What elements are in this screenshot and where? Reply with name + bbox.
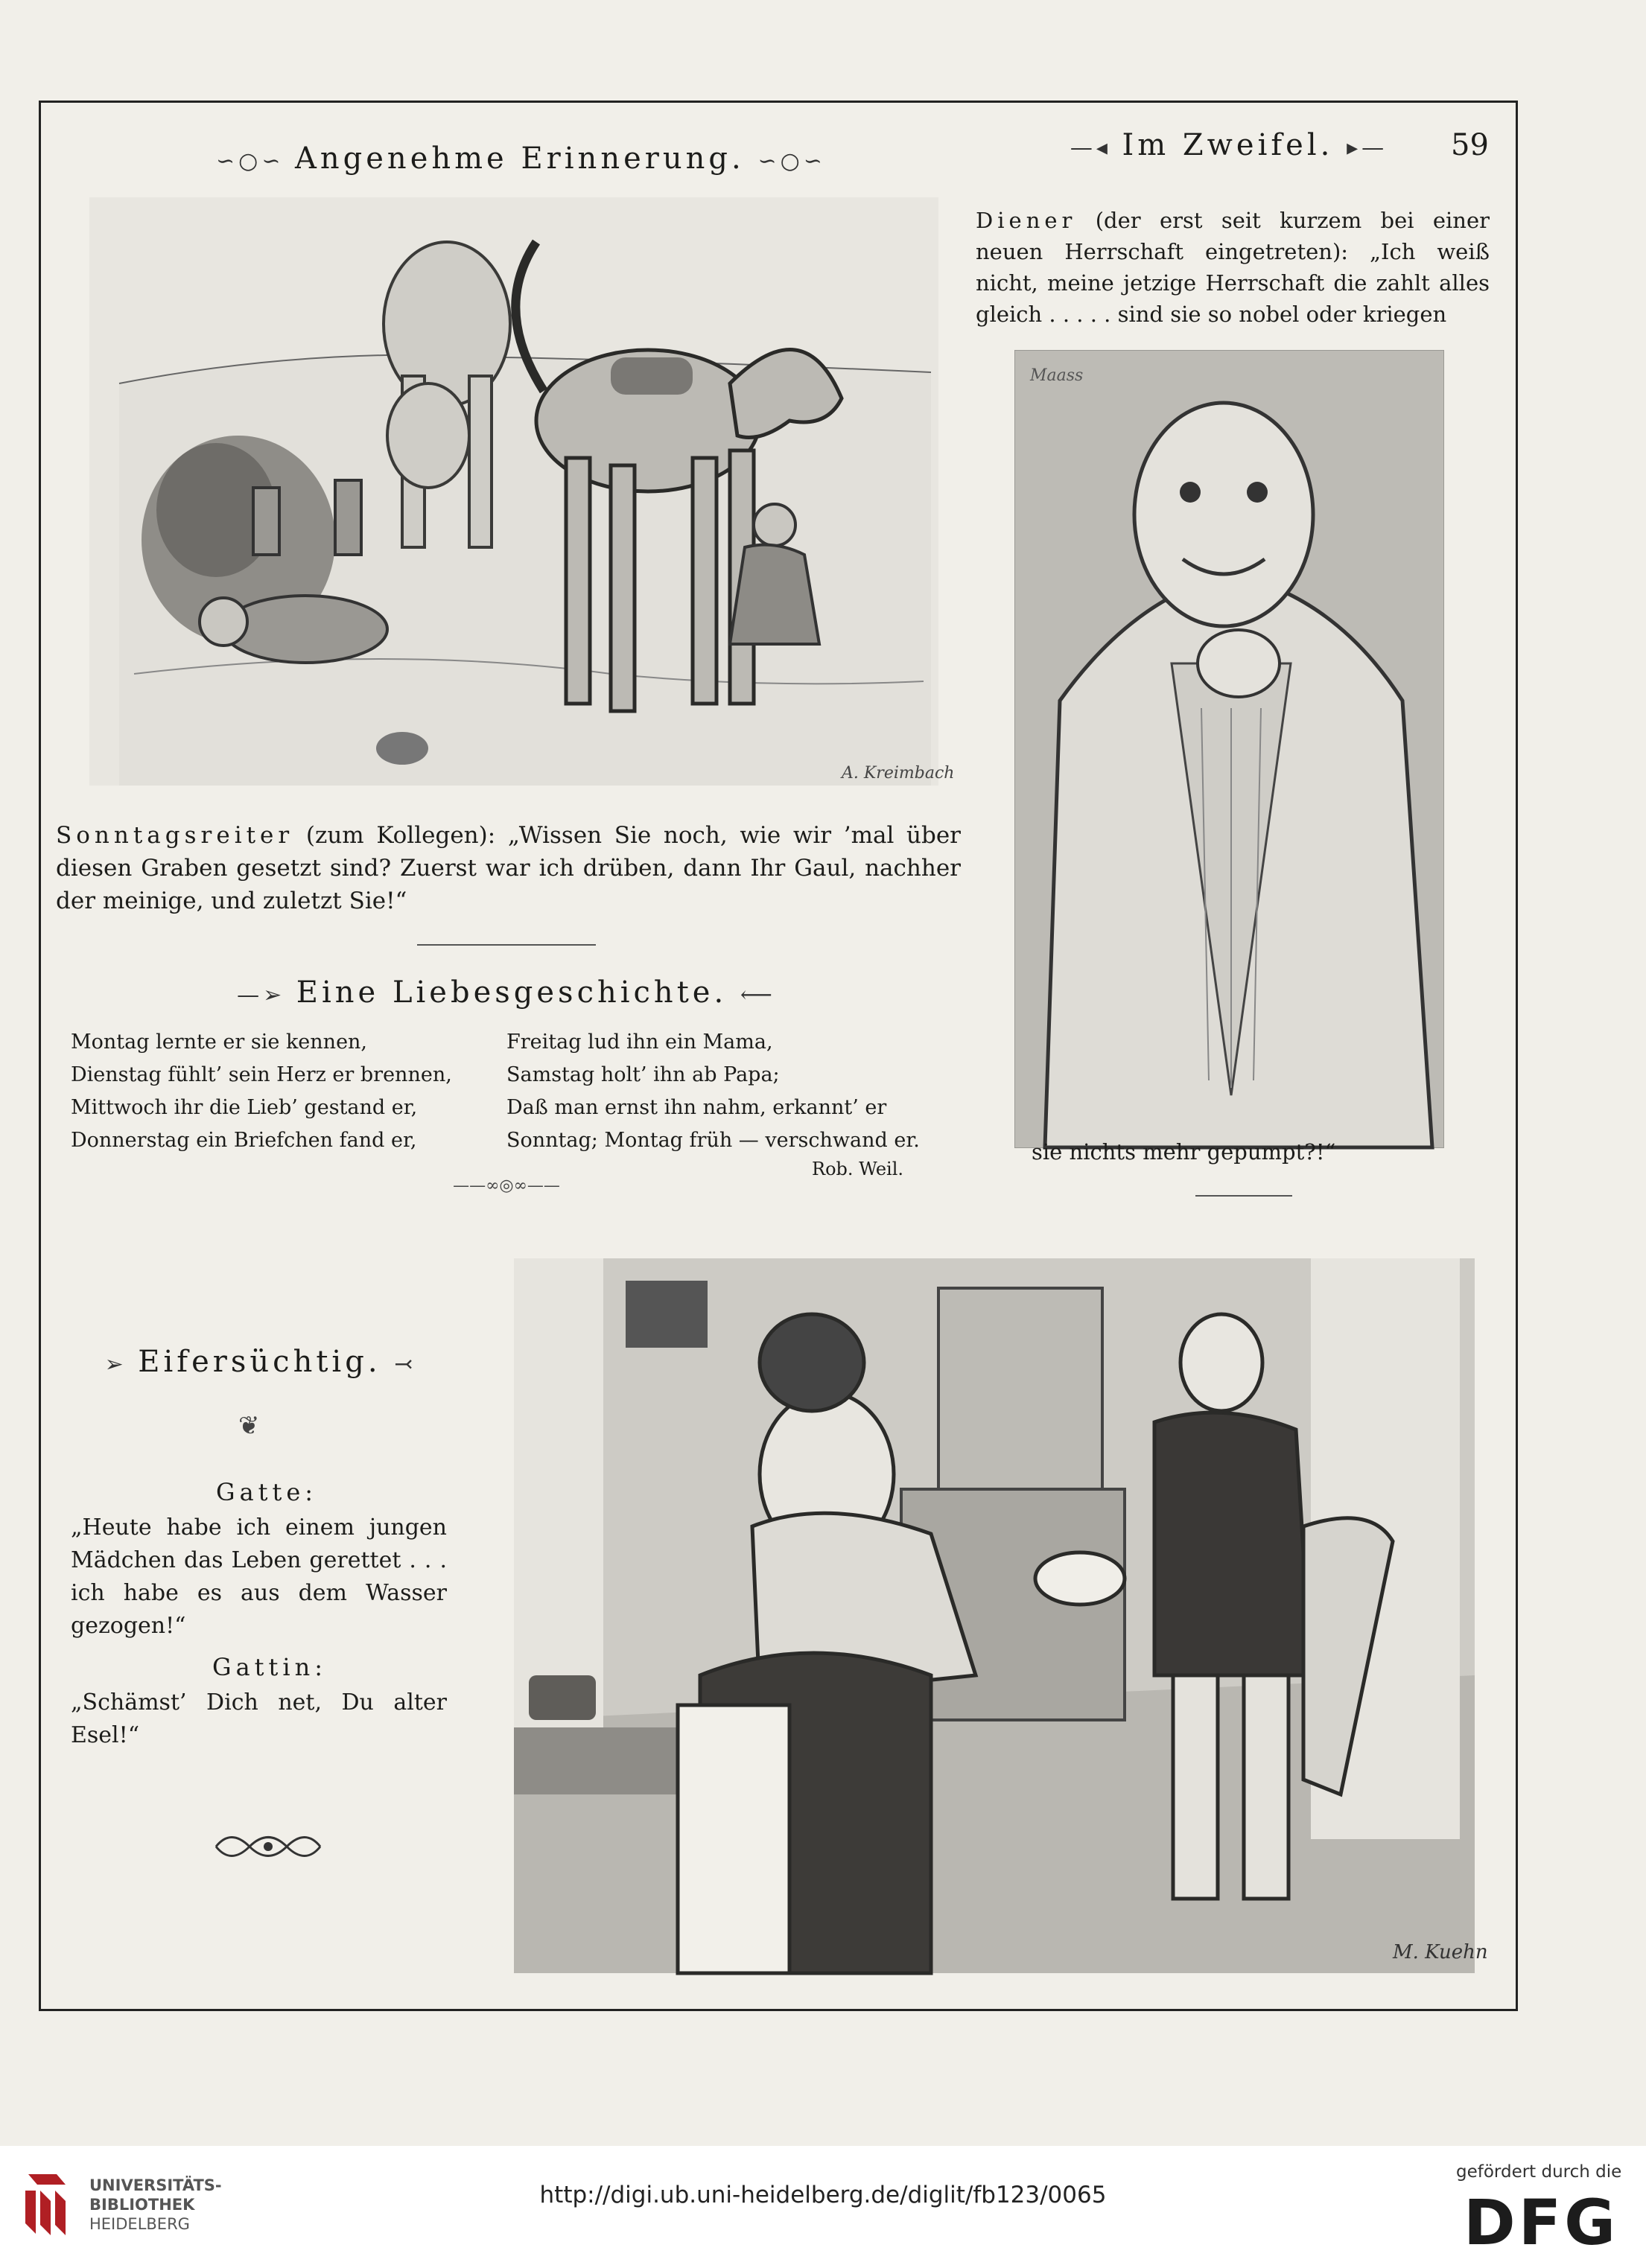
divider-rule [1195,1195,1292,1197]
scroll-ornament [212,1824,324,1869]
story1-text: (zum Kollegen): „Wissen Sie noch, wie wir ’mal über diesen Graben gesetzt sind? Zuerst war ich drüben, dann Ihr Gaul, nachher der meinige, und zuletzt Sie!“ [56,822,961,914]
couple-interior-illustration [514,1258,1488,1973]
poem-line: Sonntag; Montag früh — verschwand er. [506,1129,920,1152]
artist-signature: M. Kuehn [1393,1941,1488,1963]
story1-caption [56,819,961,917]
poem-line: Freitag lud ihn ein Mama, [506,1031,773,1054]
story1-heading [216,141,826,176]
story4-text1: „Heute habe ich einem jungen Mädchen das Leben gerettet . . . ich habe es aus dem Wasser gezogen!“ [71,1514,447,1639]
library-name-line: HEIDELBERG [89,2215,190,2233]
poem-right-stanza [506,1026,953,1157]
poem-line: Montag lernte er sie kennen, [71,1031,368,1054]
story1-title: Angenehme Erinnerung. [295,141,745,176]
story2-heading [216,975,797,1010]
page-number: 59 [1451,128,1489,162]
story3-body: (der erst seit kurzem bei einer neuen Herrschaft eingetreten): „Ich weiß nicht, meine jetzige Herrschaft die zahlt alles gleich . . . . . sind sie so nobel oder kriegen [976,208,1490,327]
right-arrow-ornament: ⟵ [740,982,776,1008]
story1-speaker: Sonntagsreiter [56,822,294,849]
library-name-line: BIBLIOTHEK [89,2196,195,2214]
poem-left-stanza [71,1026,495,1157]
story4-speaker1: Gatte: [216,1478,318,1506]
left-arrow-ornament: —➢ [237,982,296,1008]
left-arrow-ornament: —◂ [1070,135,1122,161]
horses-illustration [89,197,955,786]
story4-text2: „Schämst’ Dich net, Du alter Esel!“ [71,1689,447,1748]
right-flourish-ornament: ∽○∽ [757,148,826,174]
story3-heading [1058,128,1400,162]
divider-ornament: ——∞◎∞—— [453,1176,560,1195]
digitization-footer [0,2146,1646,2268]
left-arrow-ornament: ➢ [104,1351,139,1377]
poem-line: Mittwoch ihr die Lieb’ gestand er, [71,1096,418,1119]
left-flourish-ornament: ∽○∽ [216,148,295,174]
story4-speaker2: Gattin: [212,1653,327,1681]
dfg-logo-icon: DFG [1464,2186,1619,2259]
poem-line: Dienstag fühlt’ sein Herz er brennen, [71,1063,452,1086]
library-name-line: UNIVERSITÄTS- [89,2176,222,2194]
artist-signature: Maass [1030,366,1084,385]
poem-author: Rob. Weil. [812,1159,904,1179]
right-arrow-ornament: ⤙ [394,1351,417,1377]
sponsor-text: gefördert durch die [1456,2162,1622,2182]
story3-speaker: Diener [976,208,1077,233]
poem-line: Donnerstag ein Briefchen fand er, [71,1129,417,1152]
story3-title: Im Zweifel. [1122,128,1334,162]
artist-signature: A. Kreimbach [842,764,955,783]
story3-text [976,205,1490,330]
right-arrow-ornament: ▸— [1347,135,1388,161]
story4-title: Eifersüchtig. [138,1345,381,1379]
servant-portrait-illustration [1014,350,1444,1148]
poem-line: Daß man ernst ihn nahm, erkannt’ er [506,1096,887,1119]
digital-copy-url-link[interactable]: http://digi.ub.uni-heidelberg.de/diglit/fb123/0065 [539,2182,1107,2208]
story4-heading [82,1345,439,1379]
poem-line: Samstag holt’ ihn ab Papa; [506,1063,780,1086]
divider-rule [417,944,596,946]
small-fleuron-ornament: ❦ [238,1411,260,1441]
story3-continuation: sie nichts mehr gepumpt?!“ [1032,1139,1336,1165]
story2-title: Eine Liebesgeschichte. [296,975,728,1010]
